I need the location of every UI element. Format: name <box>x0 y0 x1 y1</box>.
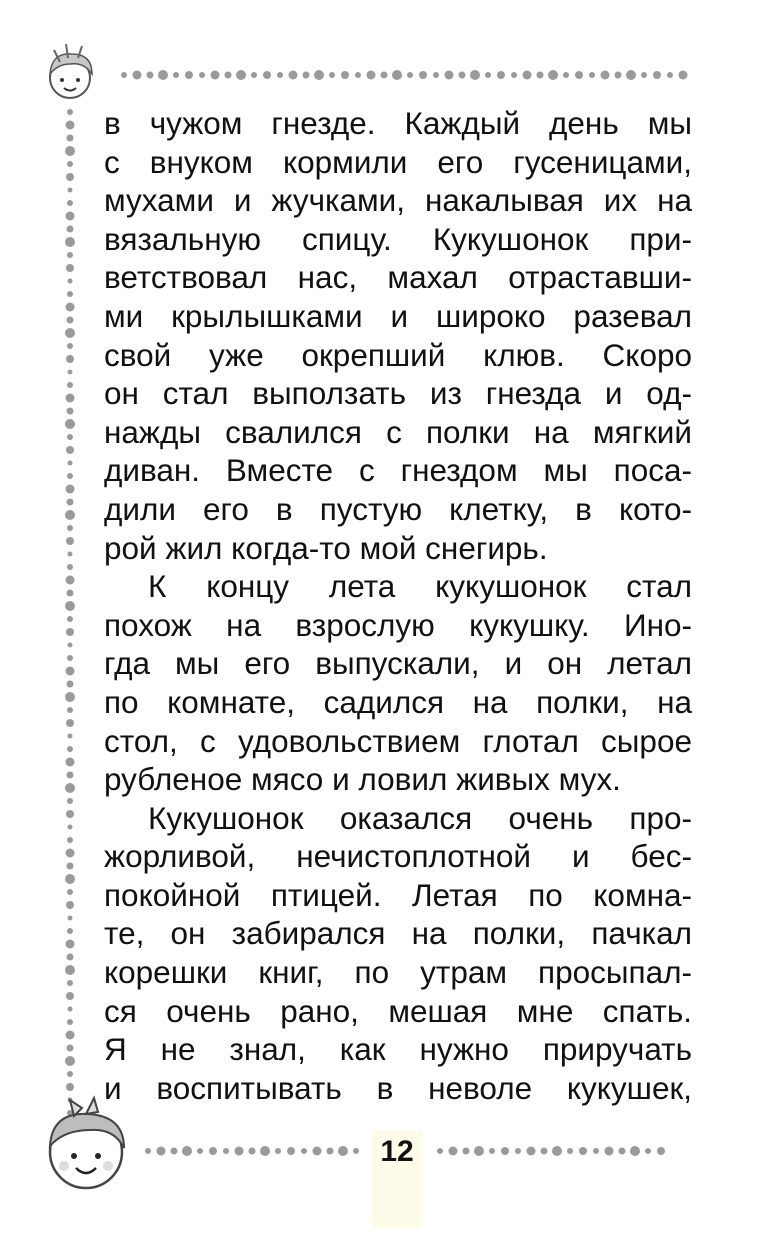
decor-dot <box>67 382 73 388</box>
decor-dot <box>645 1148 651 1154</box>
text-line: вязальную спицу. Кукушонок при- <box>104 220 692 257</box>
decor-dot <box>147 72 154 79</box>
decor-dot <box>66 121 75 130</box>
decor-dot <box>66 394 75 403</box>
decor-dot <box>527 1147 536 1156</box>
decor-dot <box>67 837 73 843</box>
decor-dot <box>407 72 413 78</box>
decor-dot <box>67 161 73 167</box>
decor-dot <box>355 72 361 78</box>
decor-dot <box>275 1148 281 1154</box>
decor-dot <box>589 72 595 78</box>
decor-dot <box>653 71 661 79</box>
decor-dot <box>641 72 647 78</box>
decor-dot <box>67 928 73 934</box>
decor-dot <box>66 212 75 221</box>
decor-dot <box>367 71 376 80</box>
decor-dot <box>65 328 75 338</box>
decor-dot <box>67 473 73 479</box>
decor-dot <box>67 252 73 258</box>
text-line: рой жил когда-то мой снегирь. <box>104 529 548 566</box>
text-line: он стал выползать из гнезда и од- <box>104 375 692 412</box>
decor-dot <box>437 1148 443 1154</box>
decor-dot <box>67 564 73 570</box>
decor-dot <box>65 601 75 611</box>
decor-dot <box>249 1148 256 1155</box>
decor-dot <box>68 188 73 193</box>
text-line: диван. Вместе с гнездом мы поса- <box>104 452 692 489</box>
decor-dot <box>485 72 491 78</box>
decor-dot <box>433 72 439 78</box>
decor-dot <box>68 734 73 739</box>
girl-face-icon <box>40 40 104 110</box>
decor-dot <box>65 510 75 520</box>
decor-dot <box>67 772 74 779</box>
text-line: в чужом гнезде. Каждый день мы <box>104 105 692 141</box>
decor-dot <box>133 71 142 80</box>
text-line: стол, с удовольствием глотал сырое <box>104 722 692 759</box>
decor-dot <box>66 940 75 949</box>
decor-dot <box>66 264 74 272</box>
decor-dot <box>575 71 583 79</box>
decor-dot <box>541 1148 548 1155</box>
page-number: 12 <box>372 1130 422 1228</box>
decor-dot <box>459 72 466 79</box>
decor-dot <box>630 1146 640 1156</box>
decor-dot <box>679 71 688 80</box>
decor-dot <box>548 70 558 80</box>
decor-dot <box>449 1147 458 1156</box>
decor-dot <box>445 71 454 80</box>
decor-dot <box>67 1045 74 1052</box>
decor-dot <box>65 419 75 429</box>
decor-dot <box>552 1146 562 1156</box>
decor-dot <box>67 1071 73 1077</box>
text-line: ся очень рано, мешая мне спать. <box>104 992 692 1029</box>
decor-dot <box>301 1148 307 1154</box>
decor-dot <box>593 1148 599 1154</box>
decor-dot <box>657 1147 665 1155</box>
decor-dot <box>66 667 75 676</box>
decor-dot <box>185 71 193 79</box>
text-line: дили его в пустую клетку, в кото- <box>104 490 692 527</box>
decor-dot <box>66 303 75 312</box>
decor-dot <box>605 1147 614 1156</box>
decor-dot <box>601 71 610 80</box>
decor-dot <box>67 681 74 688</box>
decor-dot <box>66 173 74 181</box>
left-dotted-border <box>54 104 86 1124</box>
decor-dot <box>65 1056 75 1066</box>
decor-dot <box>263 71 271 79</box>
decor-dot <box>67 408 74 415</box>
decor-dot <box>251 72 257 78</box>
text-line: К концу лета кукушонок стал <box>148 568 692 605</box>
decor-dot <box>67 109 73 115</box>
decor-dot <box>67 291 73 297</box>
decor-dot <box>66 992 74 1000</box>
decor-dot <box>65 965 75 975</box>
decor-dot <box>277 72 283 78</box>
decor-dot <box>381 72 388 79</box>
decor-dot <box>67 798 73 804</box>
decor-dot <box>470 70 480 80</box>
decor-dot <box>341 71 349 79</box>
decor-dot <box>223 1148 229 1154</box>
text-line: по комнате, садился на полки, на <box>104 683 692 720</box>
top-dotted-border <box>118 64 688 86</box>
decor-dot <box>66 576 75 585</box>
text-line: с внуком кормили его гусеницами, <box>104 143 692 180</box>
decor-dot <box>65 692 75 702</box>
decor-dot <box>68 552 73 557</box>
decor-dot <box>182 1146 192 1156</box>
decor-dot <box>68 279 73 284</box>
decor-dot <box>68 370 73 375</box>
decor-dot <box>66 537 74 545</box>
decor-dot <box>67 980 73 986</box>
decor-dot <box>68 1007 73 1012</box>
decor-dot <box>211 71 220 80</box>
decor-dot <box>173 72 179 78</box>
decor-dot <box>66 628 74 636</box>
text-line: похож на взрослую кукушку. Ино- <box>104 606 692 643</box>
decor-dot <box>327 1148 334 1155</box>
decor-dot <box>463 1148 470 1155</box>
text-line: ми крылышками и широко разевал <box>104 297 692 334</box>
decor-dot <box>67 343 73 349</box>
decor-dot <box>67 1019 73 1025</box>
bottom-dotted-border-left <box>142 1140 364 1162</box>
text-line: и воспитывать в неволе кукушек, <box>104 1069 692 1106</box>
decor-dot <box>511 72 517 78</box>
decor-dot <box>523 71 532 80</box>
decor-dot <box>67 746 73 752</box>
text-line: свой уже окрепший клюв. Скоро <box>104 336 692 373</box>
decor-dot <box>501 1147 509 1155</box>
decor-dot <box>65 874 75 884</box>
decor-dot <box>67 707 73 713</box>
girl-face-icon <box>34 1086 144 1196</box>
decor-dot <box>67 863 74 870</box>
decor-dot <box>121 72 127 78</box>
decor-dot <box>537 72 544 79</box>
decor-dot <box>497 71 505 79</box>
decor-dot <box>474 1146 484 1156</box>
text-line: ветствовал нас, махал отраставши- <box>104 259 692 296</box>
decor-dot <box>289 71 298 80</box>
decor-dot <box>567 1148 573 1154</box>
decor-dot <box>67 317 74 324</box>
text-line: те, он забирался на полки, пачкал <box>104 915 692 952</box>
decor-dot <box>67 135 74 142</box>
decor-dot <box>67 590 74 597</box>
decor-dot <box>489 1148 495 1154</box>
decor-dot <box>66 849 75 858</box>
text-line: Я не знал, как нужно приручать <box>104 1031 692 1068</box>
decor-dot <box>68 825 73 830</box>
decor-dot <box>67 525 73 531</box>
decor-dot <box>515 1148 521 1154</box>
body-text <box>104 104 692 1107</box>
decor-dot <box>66 1031 75 1040</box>
decor-dot <box>66 446 74 454</box>
decor-dot <box>157 1147 166 1156</box>
decor-dot <box>667 72 673 78</box>
decor-dot <box>66 901 74 909</box>
decor-dot <box>65 237 75 247</box>
decor-dot <box>209 1147 217 1155</box>
text-line: рубленое мясо и ловил живых мух. <box>104 761 621 798</box>
bottom-dotted-border-right <box>434 1140 670 1162</box>
decor-dot <box>563 72 569 78</box>
decor-dot <box>260 1146 270 1156</box>
decor-dot <box>626 70 636 80</box>
decor-dot <box>171 1148 178 1155</box>
decor-dot <box>235 1147 244 1156</box>
decor-dot <box>313 1147 322 1156</box>
decor-dot <box>158 70 168 80</box>
decor-dot <box>66 758 75 767</box>
decor-dot <box>615 72 622 79</box>
decor-dot <box>67 499 74 506</box>
decor-dot <box>66 719 74 727</box>
decor-dot <box>287 1147 295 1155</box>
decor-dot <box>619 1148 626 1155</box>
decor-dot <box>68 643 73 648</box>
text-line: гда мы его выпускали, и он летал <box>104 645 692 682</box>
decor-dot <box>392 70 402 80</box>
decor-dot <box>303 72 310 79</box>
text-line: нажды свалился с полки на мягкий <box>104 413 692 450</box>
decor-dot <box>66 355 74 363</box>
decor-dot <box>338 1146 348 1156</box>
text-line: Кукушонок оказался очень про- <box>148 799 692 836</box>
decor-dot <box>67 200 73 206</box>
decor-dot <box>145 1148 151 1154</box>
decor-dot <box>199 72 205 78</box>
decor-dot <box>67 954 74 961</box>
decor-dot <box>68 461 73 466</box>
decor-dot <box>353 1148 359 1154</box>
decor-dot <box>67 434 73 440</box>
decor-dot <box>67 616 73 622</box>
decor-dot <box>67 226 74 233</box>
decor-dot <box>314 70 324 80</box>
decor-dot <box>329 72 335 78</box>
decor-dot <box>225 72 232 79</box>
decor-dot <box>419 71 427 79</box>
decor-dot <box>579 1147 587 1155</box>
decor-dot <box>67 655 73 661</box>
text-line: жорливой, нечистоплотной и бес- <box>104 838 692 875</box>
text-line: покойной птицей. Летая по комна- <box>104 876 692 913</box>
decor-dot <box>65 146 75 156</box>
decor-dot <box>67 889 73 895</box>
text-line: корешки книг, по утрам просыпал- <box>104 954 692 991</box>
text-line: мухами и жучками, накалывая их на <box>104 182 692 219</box>
decor-dot <box>68 916 73 921</box>
decor-dot <box>236 70 246 80</box>
decor-dot <box>66 485 75 494</box>
decor-dot <box>65 783 75 793</box>
decor-dot <box>197 1148 203 1154</box>
decor-dot <box>66 810 74 818</box>
